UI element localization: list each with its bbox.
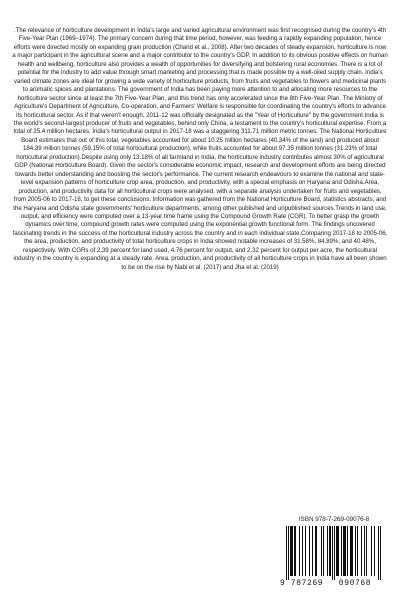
barcode-bar: [352, 526, 353, 576]
barcode-bar: [364, 526, 365, 576]
barcode-bar: [355, 526, 356, 576]
barcode-bar: [321, 526, 322, 576]
barcode-bar: [334, 526, 335, 580]
barcode-bar: [288, 526, 289, 580]
barcode-bar: [286, 526, 287, 580]
barcode-bar: [291, 526, 292, 576]
barcode-bar: [332, 526, 333, 580]
barcode-bar: [316, 526, 317, 576]
barcode-bar: [343, 526, 344, 576]
barcode-bar: [315, 526, 316, 576]
barcode-bar: [295, 526, 296, 576]
barcode-bar: [323, 526, 324, 576]
barcode-bar: [351, 526, 352, 576]
barcode-bar: [344, 526, 345, 576]
barcode-bar: [338, 526, 339, 576]
barcode-bar: [336, 526, 337, 576]
barcode-image: [278, 526, 390, 588]
barcode-bar: [329, 526, 330, 576]
barcode-digits-right: 090768: [338, 579, 372, 588]
barcode-bar: [361, 526, 362, 576]
barcode-bar: [366, 526, 367, 576]
isbn-label: ISBN 978-7-269-09076-8: [298, 516, 370, 523]
barcode-digits-left: 787269: [290, 579, 324, 588]
barcode-bar: [312, 526, 313, 576]
barcode-bar: [290, 526, 291, 576]
barcode-bar: [292, 526, 293, 576]
barcode-bar: [378, 526, 379, 580]
barcode-bar: [371, 526, 372, 576]
barcode-bar: [350, 526, 351, 576]
barcode-bars: [286, 526, 381, 580]
barcode-bar: [337, 526, 338, 576]
barcode-bar: [345, 526, 346, 576]
barcode-bar: [299, 526, 300, 576]
barcode-bar: [305, 526, 306, 576]
barcode-bar: [380, 526, 381, 580]
barcode-bar: [347, 526, 348, 576]
back-cover-blurb: .The relevance of horticulture development in India's large and varied agricultural environment was first recognised during the country's 4th Five-Year Plan (1969–1974). The primary concern during that time period, however, was feeding a rapidly expanding population, hence efforts were directed mostly on expanding grain production (Chand et al., 2008). After two decades of steady expansion, horticulture is now a major participant in the agricultural scene and a major contributor to the country's GDP. In addition to its obvious positive effects on human health and wellbeing, horticulture also provides a wealth of opportunities for diversifying and bolstering rural economies. There is a lot of potential for the industry to add value through smart marketing and processing that is made possible by a well-oiled supply chain. India's varied climate zones are ideal for growing a wide variety of horticulture products, from fruits and vegetables to flowers and medicinal plants to aromatic spices and plantations. The government of India has been paying more attention to and allocating more resources to the horticulture sector since at least the 7th Five-Year Plan, and this trend has only accelerated since the 8th Five-Year Plan. The Ministry of Agriculture's Department of Agriculture, Co-operation, and Farmers' Welfare is responsible for coordinating the country's efforts to advance its horticultural sector. As if that weren't enough, 2011-12 was officially designated as the "Year of Horticulture" by the government.India is the world's second-largest producer of fruits and vegetables, behind only China, a testament to the country's horticultural expertise. From a total of 25.4 million hectares, India's horticultural output in 2017-18 was a staggering 311.71 million metric tonnes. The National Horticulture Board estimates that out of this total, vegetables accounted for about 10.25 million hectares (40.34% of the land) and produced about 184.39 million tonnes (59.15% of total horticultural production), while fruits accounted for about 97.35 million tonnes (31.23% of total horticultural production).Despite using only 13.18% of all farmland in India, the horticulture industry contributes almost 30% of agricultural GDP (National Horticulture Board). Given the sector's considerable economic impact, research and development efforts are being directed towards better understanding and boosting the sector's performance. The current research endeavours to examine the national and state-level expansion patterns of horticulture crop area, production, and productivity, with a special emphasis on Haryana and Odisha.Area, production, and productivity data for all horticultural crops were analysed, with a separate analysis undertaken for fruits and vegetables, from 2005-06 to 2017-18, to get these conclusions. Information was gathered from the National Horticulture Board, statistics abstracts, and the Haryana and Odisha state governments' horticulture departments, among other published and unpublished sources.Trends in land use, output, and efficiency were computed over a 13-year time frame using the Compound Growth Rate (CGR). To better grasp the growth dynamics over time, compound growth rates were computed using the exponential growth functional form. The findings uncovered fascinating trends in the success of the horticultural industry across the country and in each individual state.Comparing 2017-18 to 2005-06, the area, production, and productivity of total horticulture crops in India showed notable increases of 31.58%, 84.89%, and 40.48%, respectively. With CGRs of 2.39 percent for land used, 4.76 percent for output, and 2.32 percent for output per acre, the horticultural industry in the country is expanding at a steady rate. Area, production, and productivity of all horticulture crops in India have all been shown to be on the rise by Nabi et al. (2017) and Jha et al. (2019): [12, 27, 388, 271]
barcode-bar: [294, 526, 295, 576]
barcode-bar: [357, 526, 358, 576]
barcode-bar: [302, 526, 303, 576]
barcode-bar: [309, 526, 310, 576]
barcode-bar: [374, 526, 375, 576]
barcode-bar: [341, 526, 342, 576]
barcode-digit-lead: 9: [280, 579, 285, 588]
isbn-barcode-block: [278, 510, 390, 592]
barcode-bar: [327, 526, 328, 576]
barcode-bar: [330, 526, 331, 576]
